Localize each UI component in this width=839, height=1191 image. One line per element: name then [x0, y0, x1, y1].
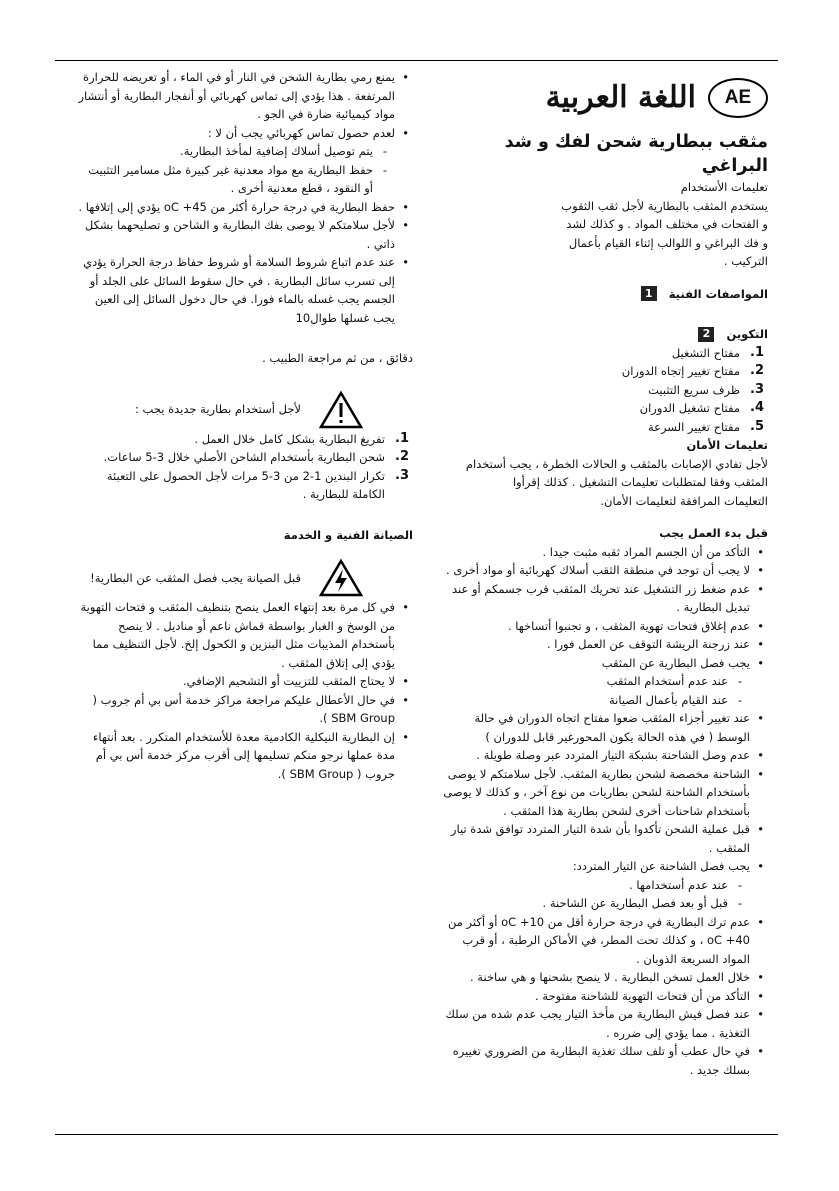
intro-line: و الفتحات في مختلف المواد . و كذلك لشد [566, 217, 768, 231]
new-battery-steps [78, 430, 413, 504]
composition-item [440, 418, 764, 437]
item-number: 1. [395, 430, 409, 446]
new-battery-warning-text: لأجل أستخدام بطارية جديدة يجب : [135, 402, 301, 417]
list-item: • في كل مرة بعد إنتهاء العمل ينصح بتنظيف المثقب و فتحات التهوية من الوسخ و الغبار بواسطة قماش ناعم أو مناديل . لا ينصح بأستخدام المذيبات مثل البنزين و الكحول إلخ. لأجل التنظيف مما يؤدي إلى إتلاق المثقب . [78, 598, 413, 672]
high-voltage-icon [319, 558, 363, 598]
page-header [440, 68, 768, 128]
warning-exclamation-icon [319, 390, 363, 430]
language-title: اللغة العربية [545, 80, 696, 115]
list-item: - يتم توصيل أسلاك إضافية لمأخذ البطارية. [78, 142, 413, 161]
list-item: • عند فصل فيش البطارية من مأخذ التيار يجب عدم شده من سلك التغذية . مما يؤدي إلى ضرره . [440, 1005, 768, 1042]
safety-text [440, 455, 768, 511]
list-item: • عدم إغلاق فتحات تهوية المثقب ، و تجنبوا أتساخها . [440, 617, 768, 636]
figure-number-badge: 1 [641, 286, 657, 301]
maintenance-warning [78, 558, 413, 598]
intro-text [440, 197, 768, 271]
list-item: • إن البطارية النيكلية الكادمية معدة للأستخدام المتكرر . بعد أنتهاء مدة عملها نرجو منكم تسليمها إلى أقرب مركز خدمة أس بي أم جروب ( SBM Group ). [78, 728, 413, 784]
left-column [78, 68, 413, 783]
before-work-title: قبل بدء العمل يجب [659, 526, 768, 540]
list-item: • عند تغيير أجزاء المثقب ضعوا مفتاح اتجاه الدوران في حالة الوسط ( في هذه الحالة يكون المحورغير قابل للدوران ) [440, 709, 768, 746]
item-text: مفتاح تغيير السرعة [647, 419, 740, 434]
item-text: مفتاح تغيير إتجاه الدوران [621, 364, 740, 378]
list-item: • يجب فصل البطارية عن المثقب [440, 654, 768, 673]
item-number: 1. [750, 344, 764, 360]
list-item: • حفظ البطارية في درجة حرارة أكثر من 45+ oC يؤدي إلى إتلافها . [78, 198, 413, 217]
composition-item [440, 381, 764, 400]
intro-line: يستخدم المثقب بالبطارية لأجل ثقب الثقوب [561, 198, 768, 213]
list-item: • عند عدم اتباع شروط السلامة أو شروط حفاظ درجة الحرارة يؤدي إلى تسرب سائل البطارية . في حال سقوط السائل على الجلد أو الجسم يجب غسله بالماء فورا. في حال دخول السائل إلى العين يجب غسلها طوال10 [78, 253, 413, 327]
composition-title: التكوين [726, 327, 768, 341]
list-item: • لأجل سلامتكم لا يوصى بفك البطارية و الشاحن و تصليحهما بشكل ذاتي . [78, 216, 413, 253]
list-item: • التأكد من أن الجسم المراد ثقبه مثبت جيدا . [440, 543, 768, 562]
maintenance-warning-text: قبل الصيانة يجب فصل المثقب عن البطارية! [90, 570, 301, 585]
new-battery-warning [78, 390, 413, 430]
item-text: تكرار البندين 1-2 من 3-5 مرات لأجل الحصول على التعبئة الكاملة للبطارية . [106, 468, 385, 501]
list-item: • لا يحتاج المثقب للتزييت أو التشحيم الإضافي. [78, 672, 413, 691]
list-item: • يمنع رمي بطارية الشحن في النار أو في الماء ، أو تعريضه للحرارة المرتفعة . هذا يؤدي إلى تماس كهربائي أو أنفجار البطارية أو أنتشار مواد كيميائية ضارة في الجو . [78, 68, 413, 124]
list-item: • في حال عطب أو تلف سلك تغذية البطارية من الضروري تغييره بسلك جديد . [440, 1042, 768, 1079]
list-item: • قبل عملية الشحن تأكدوا بأن شدة التيار المتردد توافق شدة تيار المثقب . [440, 820, 768, 857]
maintenance-list [78, 598, 413, 783]
list-item: • عدم ترك البطارية في درجة حرارة أقل من 10+ oC أو أكثر من 40+ oC ، و كذلك تحت المطر، في الأماكن الرطبة ، أو قرب المواد السريعة الذوبان . [440, 913, 768, 969]
composition-item [440, 399, 764, 418]
safety-line: المثقب وفقا لمتطلبات تعليمات التشغيل . كذلك إقرأوا [512, 475, 768, 489]
intro-heading: تعليمات الأستخدام [680, 180, 768, 194]
step-item [78, 467, 409, 504]
item-text: تفريغ البطارية بشكل كامل خلال العمل . [194, 431, 385, 446]
item-number: 4. [750, 400, 764, 415]
list-item: - حفظ البطارية مع مواد معدنية غير كبيرة مثل مسامير التثبيت أو النقود ، قطع معدنية أخرى . [78, 161, 413, 198]
safety-line: لأجل تفادي الإصابات بالمثقب و الحالات الخطرة ، يجب أستخدام [465, 456, 768, 471]
battery-safety-list [78, 68, 413, 327]
item-text: مفتاح تشغيل الدوران [639, 401, 740, 415]
item-text: مفتاح التشغيل [671, 345, 740, 360]
list-item: • يجب فصل الشاحنة عن التيار المتردد: [440, 857, 768, 876]
list-item: • الشاحنة مخصصة لشحن بطارية المثقب. لأجل سلامتكم لا يوصى بأستخدام الشاحنة لشحن بطاريات من نوع آخر ، و كذلك لا يوصى بأستخدام شاحنات أخرى لشحن بطارية هذا المثقب . [440, 765, 768, 821]
composition-item [440, 344, 764, 363]
list-item: - عند عدم أستخدام المثقب [440, 672, 768, 691]
item-number: 2. [750, 363, 764, 378]
bottom-rule [55, 1134, 778, 1135]
specs-heading [440, 285, 768, 304]
figure-number-badge: 2 [698, 327, 714, 342]
product-title: مثقب ببطارية شحن لفك و شد البراغي [504, 132, 768, 176]
maintenance-title: الصيانة الفنية و الخدمة [283, 527, 413, 542]
safety-title: تعليمات الأمان [686, 438, 768, 452]
list-item: • لا يجب أن توجد في منطقة الثقب أسلاك كهربائية أو مواد أخرى . [440, 561, 768, 580]
item-number: 5. [750, 418, 764, 434]
item-text: ظرف سريع التثبيت [648, 382, 740, 397]
list-item: - عند عدم أستخدامها . [440, 876, 768, 895]
doctor-text: دقائق ، من ثم مراجعة الطبيب . [262, 351, 413, 365]
list-item: - عند القيام بأعمال الصيانة [440, 691, 768, 710]
list-item: • عدم ضغط زر التشغيل عند تحريك المثقب قرب جسمكم أو عند تبديل البطارية . [440, 580, 768, 617]
composition-item [440, 362, 764, 381]
item-number: 3. [750, 381, 764, 397]
composition-heading [440, 325, 768, 344]
step-item [78, 430, 409, 449]
list-item: • عند زرجنة الريشة التوقف عن العمل فورا . [440, 635, 768, 654]
before-work-list [440, 543, 768, 1080]
item-number: 2. [395, 449, 409, 464]
intro-line: و فك البراغي و اللوالب إثناء القيام بأعمال [568, 235, 768, 250]
step-item [78, 448, 409, 467]
list-item: • التأكد من أن فتحات التهوية للشاحنة مفتوحة . [440, 987, 768, 1006]
list-item: • لعدم حصول تماس كهربائي يجب أن لا : [78, 124, 413, 143]
language-badge: AE [708, 78, 768, 118]
intro-line: التركيب . [723, 254, 768, 268]
top-rule [55, 60, 778, 61]
list-item: • خلال العمل تسخن البطارية . لا ينصح بشحنها و هي ساخنة . [440, 968, 768, 987]
list-item: - قبل أو بعد فصل البطارية عن الشاحنة . [440, 894, 768, 913]
item-number: 3. [395, 467, 409, 483]
item-text: شحن البطارية بأستخدام الشاحن الأصلي خلال 3-5 ساعات. [103, 450, 385, 464]
safety-line: التعليمات المرافقة لتعليمات الأمان. [600, 493, 768, 508]
specs-title: المواصفات الفنية [668, 286, 768, 301]
composition-list [440, 344, 768, 437]
list-item: • عدم وصل الشاحنة بشبكة التيار المتردد عبر وصلة طويلة . [440, 746, 768, 765]
right-column [440, 68, 768, 1079]
list-item: • في حال الأعطال عليكم مراجعة مراكز خدمة أس بي أم جروب ( SBM Group ). [78, 691, 413, 728]
